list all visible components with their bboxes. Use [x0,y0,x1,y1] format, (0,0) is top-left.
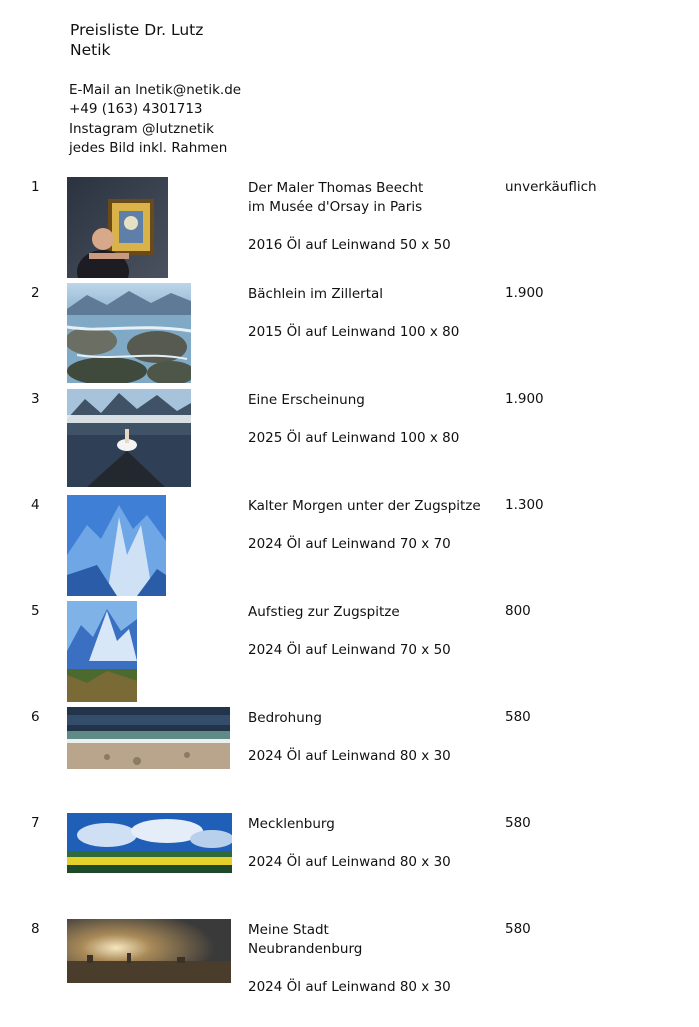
item-number: 6 [31,709,40,725]
item-title: Mecklenburg [248,816,335,832]
list-item [0,921,699,1027]
list-item [0,709,699,815]
item-text [248,603,451,660]
item-price: 580 [505,815,531,831]
artwork-thumbnail [67,813,232,873]
artwork-thumbnail [67,919,231,983]
email-line: E-Mail an lnetik@netik.de [69,82,242,98]
item-title: im Musée d'Orsay in Paris [248,199,423,215]
item-title: Der Maler Thomas Beecht [248,180,424,196]
list-item [0,391,699,497]
item-number: 5 [31,603,40,619]
contact-block [69,81,241,158]
artwork-thumbnail [67,177,168,278]
item-number: 7 [31,815,40,831]
item-price: 1.900 [505,391,544,407]
artwork-thumbnail [67,707,230,769]
item-title: Meine Stadt [248,922,329,938]
item-text [248,179,451,255]
item-text [248,815,451,872]
frame-note: jedes Bild inkl. Rahmen [69,139,228,156]
item-meta: 2024 Öl auf Leinwand 80 x 30 [248,979,451,995]
item-title: Eine Erscheinung [248,392,365,408]
item-title: Bächlein im Zillertal [248,286,384,302]
item-price: 800 [505,603,531,619]
item-text [248,709,451,766]
item-title: Neubrandenburg [248,941,363,957]
artwork-thumbnail [67,601,137,702]
item-title: Aufstieg zur Zugspitze [248,604,400,620]
item-price: unverkäuflich [505,179,597,195]
item-number: 3 [31,391,40,407]
list-item [0,603,699,709]
item-meta: 2025 Öl auf Leinwand 100 x 80 [248,430,460,446]
artwork-thumbnail [67,495,166,596]
item-number: 4 [31,497,40,513]
item-meta: 2016 Öl auf Leinwand 50 x 50 [248,237,451,253]
item-text [248,391,459,448]
list-item [0,179,699,285]
list-item [0,497,699,603]
artwork-thumbnail [67,283,191,383]
item-meta: 2024 Öl auf Leinwand 80 x 30 [248,854,451,870]
instagram-line: Instagram @lutznetik [69,120,214,137]
item-meta: 2024 Öl auf Leinwand 70 x 70 [248,536,451,552]
item-number: 1 [31,179,40,195]
list-item [0,815,699,921]
phone-line: +49 (163) 4301713 [69,101,203,118]
item-title: Kalter Morgen unter der Zugspitze [248,498,481,514]
item-text [248,921,451,997]
item-text [248,285,459,342]
item-price: 1.900 [505,285,544,301]
item-price: 1.300 [505,497,544,513]
list-item [0,285,699,391]
item-meta: 2024 Öl auf Leinwand 80 x 30 [248,748,451,764]
item-meta: 2024 Öl auf Leinwand 70 x 50 [248,642,451,658]
artwork-thumbnail [67,389,191,487]
item-number: 2 [31,285,40,301]
item-price: 580 [505,921,531,937]
page-title: Preisliste Dr. Lutz Netik [70,21,204,59]
item-number: 8 [31,921,40,937]
item-price: 580 [505,709,531,725]
item-text [248,497,481,554]
item-title: Bedrohung [248,710,322,726]
item-meta: 2015 Öl auf Leinwand 100 x 80 [248,324,460,340]
